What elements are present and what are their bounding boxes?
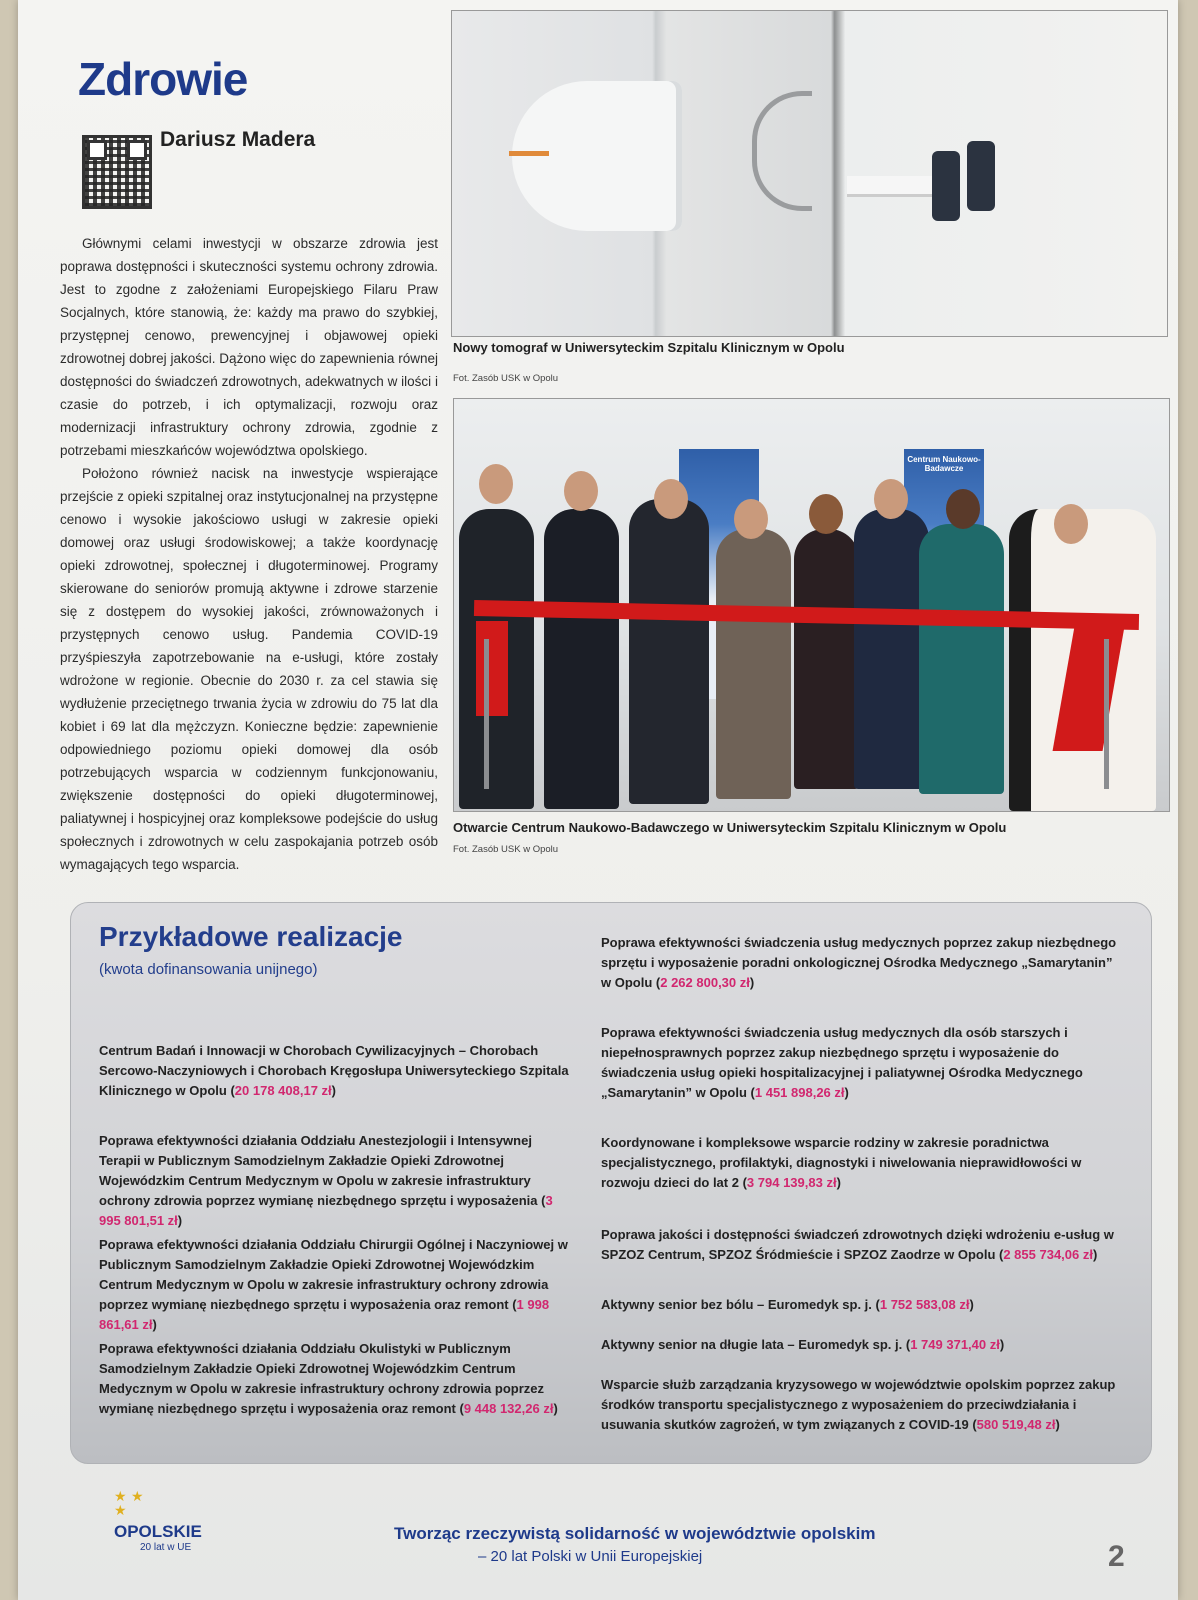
example-text: Wsparcie służb zarządzania kryzysowego w województwie opolskim poprzez zakup środków transportu specjalistycznego z wyposażeniem do przeciwdziałania i usuwania skutków zagrożeń, w tym związanych z COVID-19 xyxy=(601,1377,1116,1432)
door-handle-image xyxy=(752,91,812,211)
page-number: 2 xyxy=(1108,1540,1125,1573)
example-item: Aktywny senior bez bólu – Euromedyk sp. j. (1 752 583,08 zł) xyxy=(601,1297,974,1312)
example-amount: 2 262 800,30 zł xyxy=(660,975,750,990)
page-title: Zdrowie xyxy=(78,53,248,105)
author-name: Dariusz Madera xyxy=(160,128,316,151)
example-text: Koordynowane i kompleksowe wsparcie rodziny w zakresie poradnictwa specjalistycznego, profilaktyki, diagnostyki i niwelowania nieprawidłowości w rozwoju dzieci do lat 2 xyxy=(601,1135,1082,1190)
person-head xyxy=(564,471,598,511)
example-item: Centrum Badań i Innowacji w Chorobach Cywilizacyjnych – Chorobach Sercowo-Naczyniowych i Chorobach Kręgosłupa Uniwersyteckiego Szpitala Klinicznego w Opolu (20 178 408,17 zł) xyxy=(99,1043,569,1098)
photo-tomograph xyxy=(451,10,1168,337)
stars-icon: ★ ★ ★ xyxy=(114,1489,144,1519)
ribbon-tail xyxy=(476,621,508,716)
example-amount: 9 448 132,26 zł xyxy=(463,1401,554,1416)
person-head xyxy=(734,499,768,539)
examples-panel xyxy=(70,902,1152,1464)
example-item: Poprawa efektywności działania Oddziału Anestezjologii i Intensywnej Terapii w Publicznym Samodzielnym Zakładzie Opieki Zdrowotnej Wojewódzkim Centrum Medycznym w Opolu w zakresie infrastruktury ochrony zdrowia poprzez wymianę niezbędnego sprzętu i wyposażenia (3 995 801,51 zł) xyxy=(99,1133,553,1228)
mri-stripe xyxy=(509,151,549,156)
poster-board xyxy=(18,0,1178,1600)
example-amount: 1 749 371,40 zł xyxy=(910,1337,1000,1352)
logo-subtitle: 20 lat w UE xyxy=(140,1542,192,1553)
ribbon-stand xyxy=(484,639,489,789)
example-amount: 3 794 139,83 zł xyxy=(746,1175,837,1190)
example-item: Poprawa efektywności świadczenia usług medycznych poprzez zakup niezbędnego sprzętu i wyposażenie poradni onkologicznej Ośrodka Medycznego „Samarytanin” w Opolu (2 262 800,30 zł) xyxy=(601,935,1117,990)
example-item: Poprawa efektywności świadczenia usług medycznych dla osób starszych i niepełnosprawnych poprzez zakup niezbędnego sprzętu i wyposażenie do świadczenia usług opieki hospitalizacyjnej i paliatywnej Ośrodka Medycznego „Samarytanin” w Opolu (1 451 898,26 zł) xyxy=(601,1025,1083,1100)
person-image xyxy=(919,524,1004,794)
example-text: Aktywny senior bez bólu – Euromedyk sp. j. xyxy=(601,1297,872,1312)
mri-scanner-image xyxy=(512,81,682,231)
example-amount: 3 995 801,51 zł xyxy=(99,1193,553,1228)
example-amount: 1 998 861,61 zł xyxy=(99,1297,550,1332)
person-image xyxy=(794,529,859,789)
person-head xyxy=(946,489,980,529)
chair-image xyxy=(932,151,960,221)
opolskie-logo xyxy=(114,1490,202,1553)
person-head xyxy=(809,494,843,534)
example-item: Poprawa jakości i dostępności świadczeń zdrowotnych dzięki wdrożeniu e-usług w SPZOZ Centrum, SPZOZ Śródmieście i SPZOZ Zaodrze w Opolu (2 855 734,06 zł) xyxy=(601,1227,1114,1262)
example-item: Koordynowane i kompleksowe wsparcie rodziny w zakresie poradnictwa specjalistycznego, profilaktyki, diagnostyki i niwelowania nieprawidłowości w rozwoju dzieci do lat 2 (3 794 139,83 zł) xyxy=(601,1135,1082,1190)
example-item: Wsparcie służb zarządzania kryzysowego w województwie opolskim poprzez zakup środków transportu specjalistycznego z wyposażeniem do przeciwdziałania i usuwania skutków zagrożeń, w tym związanych z COVID-19 (580 519,48 zł) xyxy=(601,1377,1116,1432)
person-head xyxy=(654,479,688,519)
example-text: Poprawa efektywności świadczenia usług medycznych poprzez zakup niezbędnego sprzętu i wyposażenie poradni onkologicznej Ośrodka Medycznego „Samarytanin” w Opolu xyxy=(601,935,1117,990)
photo-ribbon-cutting xyxy=(453,398,1170,812)
example-amount: 2 855 734,06 zł xyxy=(1003,1247,1093,1262)
person-head xyxy=(874,479,908,519)
example-text: Poprawa efektywności działania Oddziału Chirurgii Ogólnej i Naczyniowej w Publicznym Samodzielnym Zakładzie Opieki Zdrowotnej Wojewódzkim Centrum Medycznym w Opolu w zakresie infrastruktury ochrony zdrowia poprzez wymianę niezbędnego sprzętu i wyposażenia oraz remont xyxy=(99,1237,568,1312)
examples-subtitle: (kwota dofinansowania unijnego) xyxy=(99,961,318,978)
person-image xyxy=(544,509,619,809)
example-item: Poprawa efektywności działania Oddziału Chirurgii Ogólnej i Naczyniowej w Publicznym Samodzielnym Zakładzie Opieki Zdrowotnej Wojewódzkim Centrum Medycznym w Opolu w zakresie infrastruktury ochrony zdrowia poprzez wymianę niezbędnego sprzętu i wyposażenia oraz remont (1 998 861,61 zł) xyxy=(99,1237,568,1332)
person-image xyxy=(629,499,709,804)
photo-credit: Fot. Zasób USK w Opolu xyxy=(453,844,559,855)
example-text: Poprawa efektywności świadczenia usług medycznych dla osób starszych i niepełnosprawnych poprzez zakup niezbędnego sprzętu i wyposażenie do świadczenia usług opieki hospitalizacyjnej i paliatywnej Ośrodka Medycznego „Samarytanin” w Opolu xyxy=(601,1025,1083,1100)
example-amount: 1 752 583,08 zł xyxy=(879,1297,970,1312)
body-text xyxy=(60,232,438,876)
example-amount: 20 178 408,17 zł xyxy=(234,1083,332,1098)
example-text: Poprawa efektywności działania Oddziału Okulistyki w Publicznym Samodzielnym Zakładzie Opieki Zdrowotnej Wojewódzkim Centrum Medycznym w Opolu w zakresie infrastruktury ochrony zdrowia poprzez wymianę niezbędnego sprzętu i wyposażenia oraz remont xyxy=(99,1341,544,1416)
ribbon-stand xyxy=(1104,639,1109,789)
logo-name: OPOLSKIE xyxy=(114,1522,202,1541)
example-text: Aktywny senior na długie lata – Euromedyk sp. j. xyxy=(601,1337,903,1352)
example-text: Poprawa efektywności działania Oddziału Anestezjologii i Intensywnej Terapii w Publicznym Samodzielnym Zakładzie Opieki Zdrowotnej Wojewódzkim Centrum Medycznym w Opolu w zakresie infrastruktury ochrony zdrowia poprzez wymianę niezbędnego sprzętu i wyposażenia xyxy=(99,1133,538,1208)
example-amount: 1 451 898,26 zł xyxy=(754,1085,845,1100)
photo-caption: Otwarcie Centrum Naukowo-Badawczego w Uniwersyteckim Szpitalu Klinicznym w Opolu xyxy=(453,820,1007,835)
qr-code-icon[interactable] xyxy=(82,135,152,209)
example-item: Aktywny senior na długie lata – Euromedyk sp. j. (1 749 371,40 zł) xyxy=(601,1337,1005,1352)
person-head xyxy=(1054,504,1088,544)
footer-slogan: Tworząc rzeczywistą solidarność w województwie opolskim xyxy=(394,1524,876,1543)
example-amount: 580 519,48 zł xyxy=(976,1417,1056,1432)
photo-caption: Nowy tomograf w Uniwersyteckim Szpitalu Klinicznym w Opolu xyxy=(453,340,845,355)
body-paragraph: Położono również nacisk na inwestycje wspierające przejście z opieki szpitalnej oraz instytucjonalnej na przystępne cenowo i wysokie jakościowo usługi w zakresie opieki domowej oraz usługi środowiskowej; a także koordynację opieki zdrowotnej, społecznej i długoterminowej. Programy skierowane do seniorów promują aktywne i zdrowe starzenie się z dostępem do wysokiej jakości, zrównoważonych i przystępnych cenowo usług. Pandemia COVID-19 przyśpieszyła zapotrzebowanie na e-usługi, które zostały wdrożone w regionie. Obecnie do 2030 r. za cel stawia się wydłużenie przeciętnego trwania życia w zdrowiu do 75 lat dla kobiet i 69 lat dla mężczyzn. Konieczne będzie: zapewnienie odpowiedniego poziomu opieki domowej dla osób potrzebujących wsparcia w codziennym funkcjonowaniu, zwiększenie dostępności do opieki długoterminowej, paliatywnej i hospicyjnej oraz kompleksowe podejście do usług społecznych i zdrowotnych w celu zaspokajania potrzeb osób wymagających tego wsparcia. xyxy=(60,466,438,872)
body-paragraph: Głównymi celami inwestycji w obszarze zdrowia jest poprawa dostępności i skuteczności systemu ochrony zdrowia. Jest to zgodne z założeniami Europejskiego Filaru Praw Socjalnych, które stanowią, że: każdy ma prawo do szybkiej, przystępnej cenowo, prewencyjnej i objawowej opieki zdrowotnej dobrej jakości. Dążono więc do zapewnienia równej dostępności do świadczeń zdrowotnych, adekwatnych w ilości i czasie do potrzeb, i ich optymalizacji, rozwoju oraz modernizacji infrastruktury ochrony zdrowia, zgodnie z potrzebami mieszkańców województwa opolskiego. xyxy=(60,236,438,458)
person-image xyxy=(716,529,791,799)
footer-slogan-sub: – 20 lat Polski w Unii Europejskiej xyxy=(478,1548,703,1565)
banner-image: Centrum Naukowo-Badawcze xyxy=(904,449,984,699)
examples-title: Przykładowe realizacje xyxy=(99,921,403,952)
example-text: Poprawa jakości i dostępności świadczeń zdrowotnych dzięki wdrożeniu e-usług w SPZOZ Centrum, SPZOZ Śródmieście i SPZOZ Zaodrze w Opolu xyxy=(601,1227,1114,1262)
person-head xyxy=(479,464,513,504)
example-text: Centrum Badań i Innowacji w Chorobach Cywilizacyjnych – Chorobach Sercowo-Naczyniowych i Chorobach Kręgosłupa Uniwersyteckiego Szpitala Klinicznego w Opolu xyxy=(99,1043,569,1098)
example-item: Poprawa efektywności działania Oddziału Okulistyki w Publicznym Samodzielnym Zakładzie Opieki Zdrowotnej Wojewódzkim Centrum Medycznym w Opolu w zakresie infrastruktury ochrony zdrowia poprzez wymianę niezbędnego sprzętu i wyposażenia oraz remont (9 448 132,26 zł) xyxy=(99,1341,558,1416)
photo-credit: Fot. Zasób USK w Opolu xyxy=(453,373,559,384)
person-image xyxy=(854,509,929,789)
chair-image xyxy=(967,141,995,211)
